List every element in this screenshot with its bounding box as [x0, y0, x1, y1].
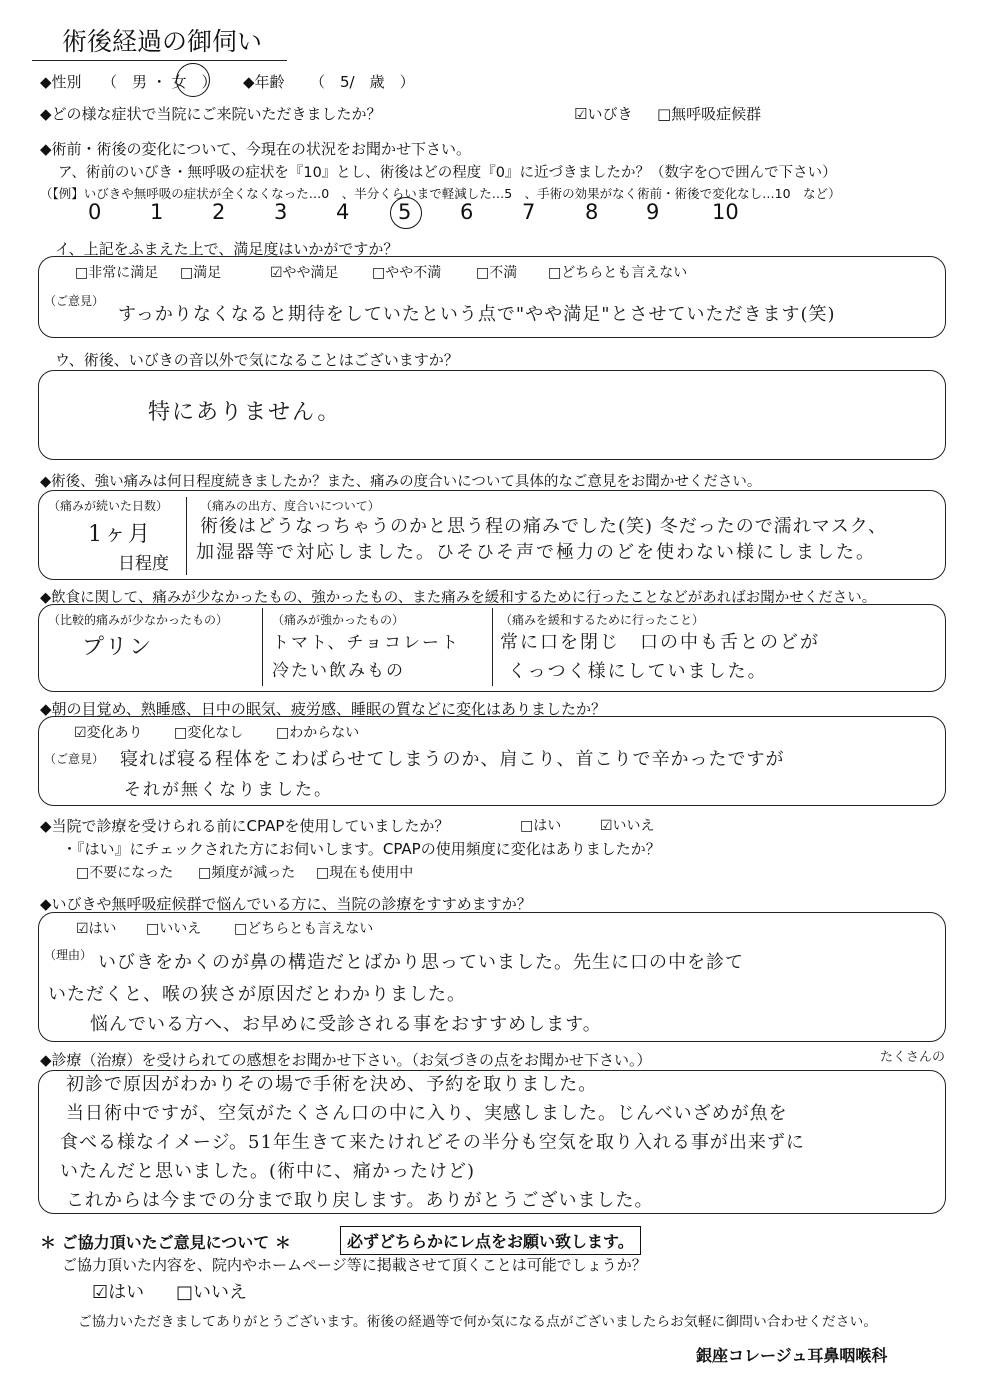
consent-question: ご協力頂いた内容を、院内やホームページ等に掲載させて頂くことは可能でしょうか？: [62, 1256, 647, 1274]
sleep-option-nochange[interactable]: □変化なし: [174, 725, 244, 741]
pain-detail-label: （痛みの出方、度合いについて）: [200, 499, 380, 513]
satisfaction-option-somewhat-dis[interactable]: □やや不満: [372, 265, 442, 281]
pain-days-value: 1ヶ月: [88, 522, 152, 547]
title-underline: [32, 60, 287, 61]
recommend-option-yes[interactable]: ☑はい: [76, 921, 117, 937]
pain-days-label: （痛みが続いた日数）: [48, 499, 169, 513]
scale-9[interactable]: 9: [646, 200, 660, 224]
satisfaction-option-somewhat[interactable]: ☑やや満足: [270, 265, 339, 281]
cpap-sub-question: ・『はい』にチェックされた方にお伺いします。CPAPの使用頻度に変化はありましたか？: [62, 840, 661, 858]
cpap-sub-option-still[interactable]: □現在も使用中: [316, 865, 414, 881]
consent-option-no[interactable]: □いいえ: [176, 1282, 248, 1303]
scale-10[interactable]: 10: [712, 200, 739, 224]
pain-days-unit: 日程度: [118, 554, 169, 574]
cpap-sub-option-reduced[interactable]: □頻度が減った: [198, 865, 296, 881]
recommend-option-neither[interactable]: □どちらとも言えない: [234, 921, 374, 937]
pain-divider: [186, 497, 187, 575]
cpap-option-yes[interactable]: □はい: [520, 818, 562, 834]
sleep-question: ◆朝の目覚め、熟睡感、日中の眠気、疲労感、睡眠の質などに変化はありましたか？: [40, 700, 606, 718]
food-divider-1: [262, 608, 263, 686]
consent-heading: ＊ ご協力頂いたご意見について ＊: [40, 1233, 291, 1252]
sleep-option-changed[interactable]: ☑変化あり: [74, 725, 143, 741]
recommend-option-no[interactable]: □いいえ: [146, 921, 202, 937]
sleep-opinion-line2: それが無くなりました。: [124, 780, 333, 800]
consent-boxed-note: 必ずどちらかにレ点をお願い致します。: [340, 1226, 641, 1255]
cpap-question: ◆当院で診療を受けられる前にCPAPを使用していましたか？: [40, 817, 450, 835]
sleep-opinion-line1: 寝れば寝る程体をこわばらせてしまうのか、肩こり、首こりで辛かったですが: [120, 749, 785, 770]
impression-line5: これからは今までの分まで取り戻します。ありがとうございました。: [66, 1190, 654, 1211]
food-strong-line2: 冷たい飲みもの: [272, 661, 405, 681]
age-value: （ 5/ 歳 ）: [310, 73, 415, 91]
scale-example: （【例】いびきや無呼吸の症状が全くなくなった…0 、半分くらいまで軽減した…5 、手術の効果がなく術前・術後で変化なし…10 など）: [40, 186, 841, 201]
impression-question: ◆診療（治療）を受けられての感想をお聞かせ下さい。（お気づきの点をお聞かせ下さい。）: [40, 1051, 652, 1069]
clinic-name: 銀座コレージュ耳鼻咽喉科: [696, 1346, 888, 1365]
food-less-label: （比較的痛みが少なかったもの）: [48, 613, 229, 627]
impression-line3: 食べる様なイメージ。51年生きて来たけれどその半分も空気を取り入れる事が出来ずに: [60, 1132, 805, 1153]
symptom-option-apnea[interactable]: □無呼吸症候群: [657, 105, 762, 123]
scale-5[interactable]: 5: [398, 200, 412, 224]
satisfaction-option-satisfied[interactable]: □満足: [180, 265, 222, 281]
food-question: ◆飲食に関して、痛みが少なかったもの、強かったもの、また痛みを緩和するために行ったことなどがあればお聞かせください。: [40, 590, 877, 606]
concern-question: ウ、術後、いびきの音以外で気になることはございますか？: [55, 351, 459, 369]
scale-6[interactable]: 6: [460, 200, 474, 224]
recommend-reason-line2: いただくと、喉の狭さが原因だとわかりました。: [48, 984, 466, 1005]
recommend-question: ◆いびきや無呼吸症候群で悩んでいる方に、当院の診療をすすめますか？: [40, 895, 532, 913]
recommend-reason-line1: いびきをかくのが鼻の構造だとばかり思っていました。先生に口の中を診て: [98, 952, 744, 973]
scale-2[interactable]: 2: [212, 200, 226, 224]
food-relief-label: （痛みを緩和するために行ったこと）: [500, 613, 705, 627]
satisfaction-option-dis[interactable]: □不満: [476, 265, 518, 281]
impression-line1: 初診で原因がわかりその場で手術を決め、予約を取りました。: [66, 1074, 598, 1095]
pain-question: ◆術後、強い痛みは何日程度続きましたか？また、痛みの度合いについて具体的なご意見をお聞かせください。: [40, 474, 762, 490]
pain-detail-line2: 加湿器等で対応しました。ひそひそ声で極力のどを使わない様にしました。: [196, 542, 876, 563]
food-less-value: プリン: [82, 635, 154, 660]
sleep-option-unknown[interactable]: □わからない: [276, 725, 360, 741]
recommend-reason-line3: 悩んでいる方へ、お早めに受診される事をおすすめします。: [90, 1014, 602, 1035]
scale-selected-circle: [390, 197, 422, 229]
satisfaction-option-very[interactable]: □非常に満足: [75, 265, 159, 281]
food-relief-line1: 常に口を閉じ 口の中も舌とのどが: [500, 632, 820, 653]
scale-1[interactable]: 1: [150, 200, 164, 224]
scale-3[interactable]: 3: [274, 200, 288, 224]
scale-7[interactable]: 7: [522, 200, 536, 224]
pain-detail-line1: 術後はどうなっちゃうのかと思う程の痛みでした(笑) 冬だったので濡れマスク、: [200, 516, 888, 537]
scale-question: ア、術前のいびき・無呼吸の症状を『10』とし、術後はどの程度『0』に近づきましたか？（数字を○で囲んで下さい）: [58, 165, 837, 181]
food-divider-2: [492, 608, 493, 686]
satisfaction-opinion-text: すっかりなくなると期待をしていたという点で"やや満足"とさせていただきます(笑): [118, 304, 836, 325]
scale-0[interactable]: 0: [88, 200, 102, 224]
gender-value: （ 男 ・ 女 ）: [102, 73, 217, 91]
cpap-option-no[interactable]: ☑いいえ: [600, 818, 655, 834]
food-relief-line2: くっつく様にしていました。: [508, 661, 768, 682]
page-title: 術後経過の御伺い: [62, 27, 263, 56]
impression-note-above: たくさんの: [880, 1050, 946, 1065]
scale-8[interactable]: 8: [585, 200, 599, 224]
impression-line4: いたんだと思いました。(術中に、痛かったけど): [60, 1161, 476, 1182]
footer-thanks: ご協力いただきましてありがとうございます。術後の経過等で何か気になる点がございましたらお気軽に御問い合わせください。: [78, 1314, 878, 1330]
food-strong-line1: トマト、チョコレート: [272, 633, 460, 653]
consent-option-yes[interactable]: ☑はい: [92, 1282, 145, 1303]
cpap-sub-option-unneeded[interactable]: □不要になった: [76, 865, 174, 881]
sleep-opinion-label: （ご意見）: [44, 752, 105, 766]
age-label: ◆年齢: [243, 73, 285, 91]
satisfaction-question: イ、上記をふまえた上で、満足度はいかがですか？: [55, 240, 399, 258]
recommend-reason-label: （理由）: [44, 948, 93, 962]
satisfaction-option-neither[interactable]: □どちらとも言えない: [548, 265, 688, 281]
gender-label: ◆性別: [40, 73, 82, 91]
change-heading: ◆術前・術後の変化について、今現在の状況をお聞かせ下さい。: [40, 140, 471, 158]
concern-answer: 特にありません。: [148, 400, 342, 425]
gender-female-circle: [176, 63, 210, 97]
satisfaction-opinion-label: （ご意見）: [44, 294, 105, 308]
symptom-question: ◆どの様な症状で当院にご来院いただきましたか？: [40, 105, 382, 123]
symptom-option-snoring[interactable]: ☑いびき: [574, 105, 633, 123]
food-strong-label: （痛みが強かったもの）: [272, 613, 405, 627]
impression-line2: 当日術中ですが、空気がたくさん口の中に入り、実感しました。じんべいざめが魚を: [66, 1103, 788, 1124]
scale-4[interactable]: 4: [336, 200, 350, 224]
